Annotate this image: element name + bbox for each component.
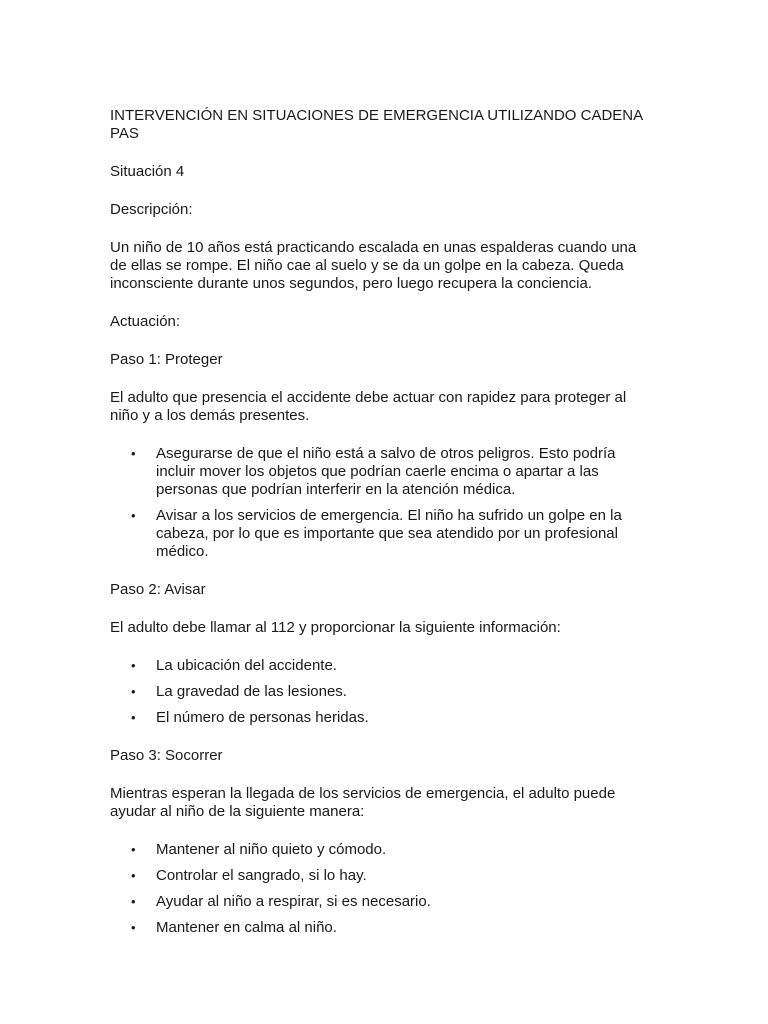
list-item: [110, 709, 650, 727]
step1-bullet-list: [110, 445, 650, 561]
actuation-heading: Actuación:: [110, 313, 181, 330]
list-item: [110, 683, 650, 701]
step1-heading: Paso 1: Proteger: [110, 351, 223, 368]
bullet-icon: •: [131, 868, 136, 883]
situation-label: Situación 4: [110, 163, 185, 180]
document-page: [110, 107, 650, 957]
description-heading: Descripción:: [110, 201, 193, 218]
bullet-icon: •: [131, 446, 136, 461]
list-item-text: La ubicación del accidente.: [156, 657, 337, 674]
document-title: INTERVENCIÓN EN SITUACIONES DE EMERGENCIA UTILIZANDO CADENA PAS: [110, 107, 643, 142]
description-text: Un niño de 10 años está practicando escalada en unas espalderas cuando una de ellas se rompe. El niño cae al suelo y se da un golpe en la cabeza. Queda inconsciente durante unos segundos, pero luego recupera la conciencia.: [110, 239, 637, 292]
list-item-text: La gravedad de las lesiones.: [156, 683, 347, 700]
bullet-icon: •: [131, 842, 136, 857]
list-item-text: Mantener en calma al niño.: [156, 919, 337, 936]
bullet-icon: •: [131, 710, 136, 725]
bullet-icon: •: [131, 684, 136, 699]
step2-bullet-list: [110, 657, 650, 727]
list-item: [110, 445, 650, 499]
list-item: [110, 841, 650, 859]
bullet-icon: •: [131, 894, 136, 909]
list-item-text: Ayudar al niño a respirar, si es necesario.: [156, 893, 431, 910]
list-item: [110, 893, 650, 911]
step2-heading: Paso 2: Avisar: [110, 581, 206, 598]
bullet-icon: •: [131, 920, 136, 935]
list-item-text: El número de personas heridas.: [156, 709, 369, 726]
list-item-text: Asegurarse de que el niño está a salvo de otros peligros. Esto podría incluir mover los objetos que podrían caerle encima o apartar a las personas que podrían interferir en la atención médica.: [156, 445, 616, 498]
list-item: [110, 867, 650, 885]
step3-text: Mientras esperan la llegada de los servicios de emergencia, el adulto puede ayudar al niño de la siguiente manera:: [110, 785, 616, 820]
step1-text: El adulto que presencia el accidente debe actuar con rapidez para proteger al niño y a los demás presentes.: [110, 389, 627, 424]
bullet-icon: •: [131, 508, 136, 523]
step3-bullet-list: [110, 841, 650, 937]
step3-heading: Paso 3: Socorrer: [110, 747, 223, 764]
bullet-icon: •: [131, 658, 136, 673]
list-item: [110, 919, 650, 937]
list-item-text: Mantener al niño quieto y cómodo.: [156, 841, 387, 858]
step2-text: El adulto debe llamar al 112 y proporcionar la siguiente información:: [110, 619, 561, 636]
list-item: [110, 507, 650, 561]
list-item: [110, 657, 650, 675]
list-item-text: Avisar a los servicios de emergencia. El niño ha sufrido un golpe en la cabeza, por lo que es importante que sea atendido por un profesional médico.: [156, 507, 622, 560]
list-item-text: Controlar el sangrado, si lo hay.: [156, 867, 367, 884]
